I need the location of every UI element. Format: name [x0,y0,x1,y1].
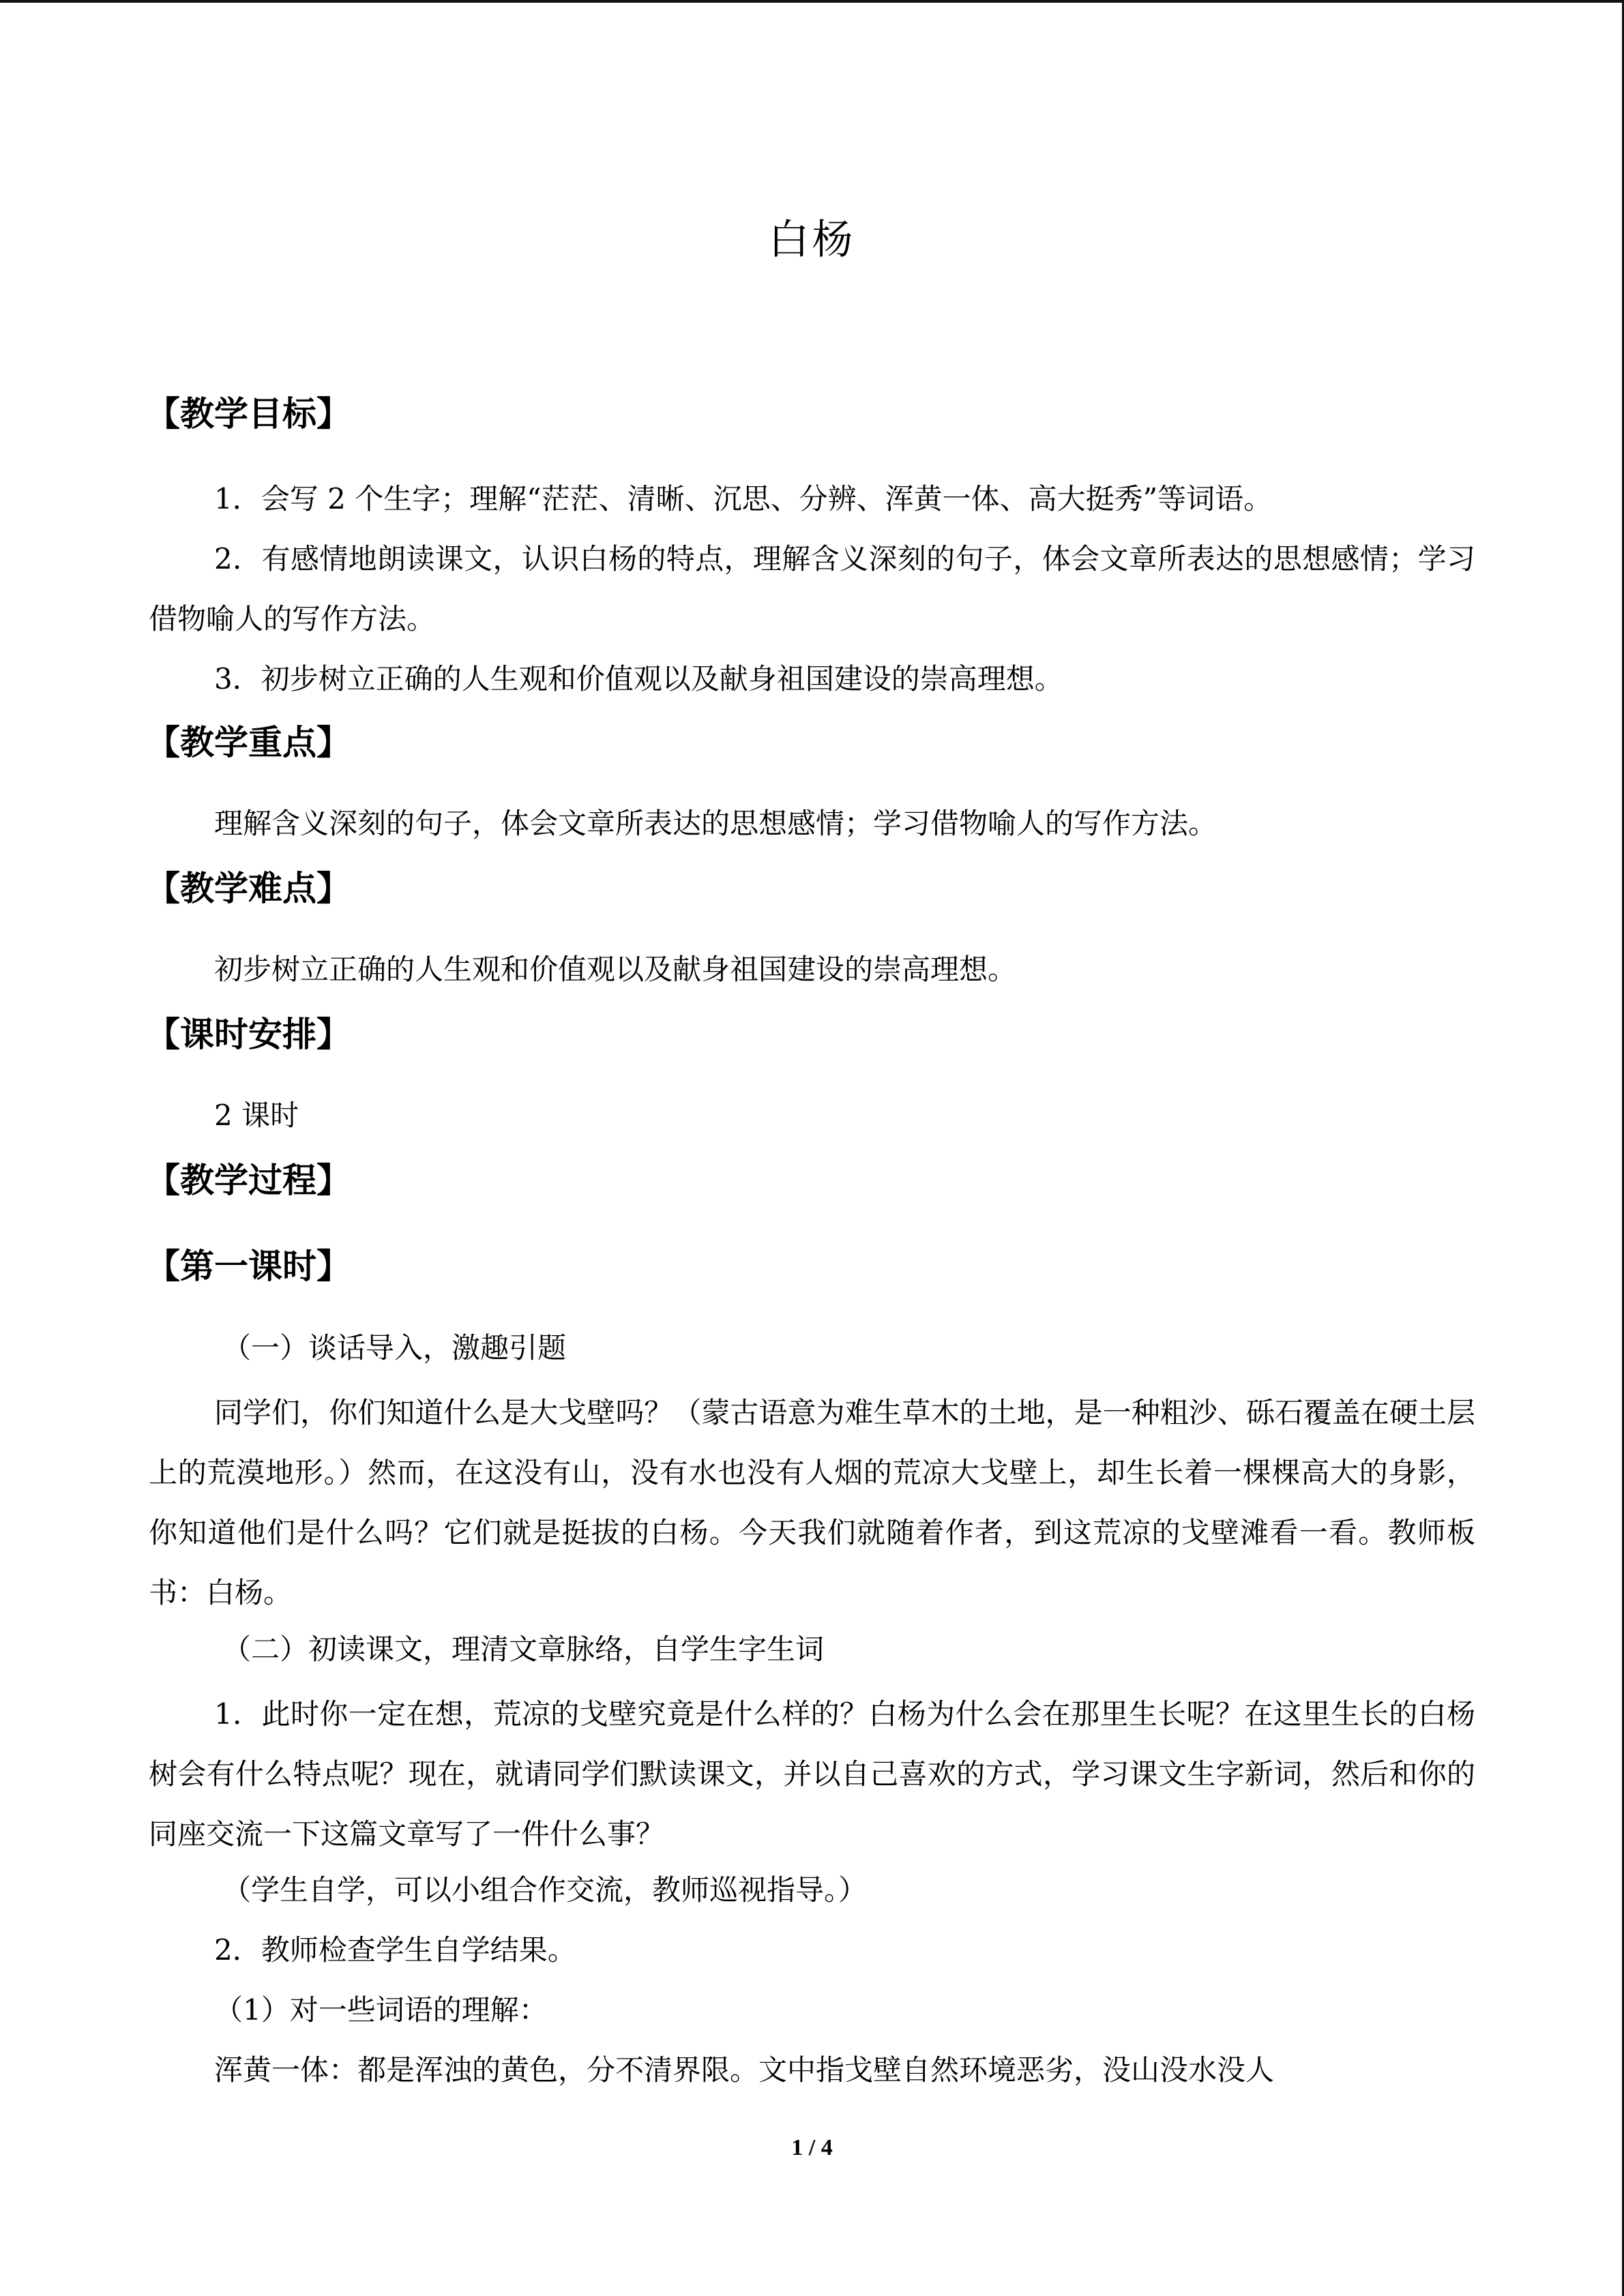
vocab-definition-1: 浑黄一体：都是浑浊的黄色，分不清界限。文中指戈壁自然环境恶劣，没山没水没人 [214,2053,1275,2087]
schedule-text: 2 课时 [214,1099,299,1132]
objective-item-2: 2．有感情地朗读课文，认识白杨的特点，理解含义深刻的句子，体会文章所表达的思想感情；学习借物喻人的写作方法。 [149,542,1475,636]
heading-process: 【教学过程】 [146,1161,351,1200]
step2-note: （学生自学，可以小组合作交流，教师巡视指导。） [222,1873,868,1907]
step2-item-1: 1．此时你一定在想，荒凉的戈壁究竟是什么样的？白杨为什么会在那里生长呢？在这里生长的白杨树会有什么特点呢？现在，就请同学们默读课文，并以自己喜欢的方式，学习课文生字新词，然后和你的同座交流一下这篇文章写了一件什么事？ [149,1697,1475,1851]
heading-first-lesson: 【第一课时】 [146,1247,351,1286]
heading-difficulties: 【教学难点】 [146,869,351,908]
objective-item-3: 3．初步树立正确的人生观和价值观以及献身祖国建设的崇高理想。 [214,662,1063,696]
heading-schedule: 【课时安排】 [146,1015,351,1054]
step2-item-2: 2．教师检查学生自学结果。 [214,1933,576,1967]
heading-key-points: 【教学重点】 [146,723,351,762]
document-title: 白杨 [768,216,856,264]
step2-item-2-sub: （1）对一些词语的理解： [214,1993,548,2027]
step2-title: （二）初读课文，理清文章脉络，自学生字生词 [222,1632,825,1666]
difficulties-text: 初步树立正确的人生观和价值观以及献身祖国建设的崇高理想。 [214,953,1017,986]
objective-item-1: 1．会写 2 个生字；理解“茫茫、清晰、沉思、分辨、浑黄一体、高大挺秀”等词语。 [214,482,1273,516]
step1-text: 同学们，你们知道什么是大戈壁吗？（蒙古语意为难生草木的土地，是一种粗沙、砾石覆盖在硬土层上的荒漠地形。）然而，在这没有山，没有水也没有人烟的荒凉大戈壁上，却生长着一棵棵高大的身影，你知道他们是什么吗？它们就是挺拔的白杨。今天我们就随着作者，到这荒凉的戈壁滩看一看。教师板书：白杨。 [149,1396,1475,1609]
heading-objectives: 【教学目标】 [146,394,351,434]
step1-title: （一）谈话导入，激趣引题 [222,1331,567,1365]
page-number: 1 / 4 [791,2135,833,2160]
key-points-text: 理解含义深刻的句子，体会文章所表达的思想感情；学习借物喻人的写作方法。 [214,807,1217,840]
